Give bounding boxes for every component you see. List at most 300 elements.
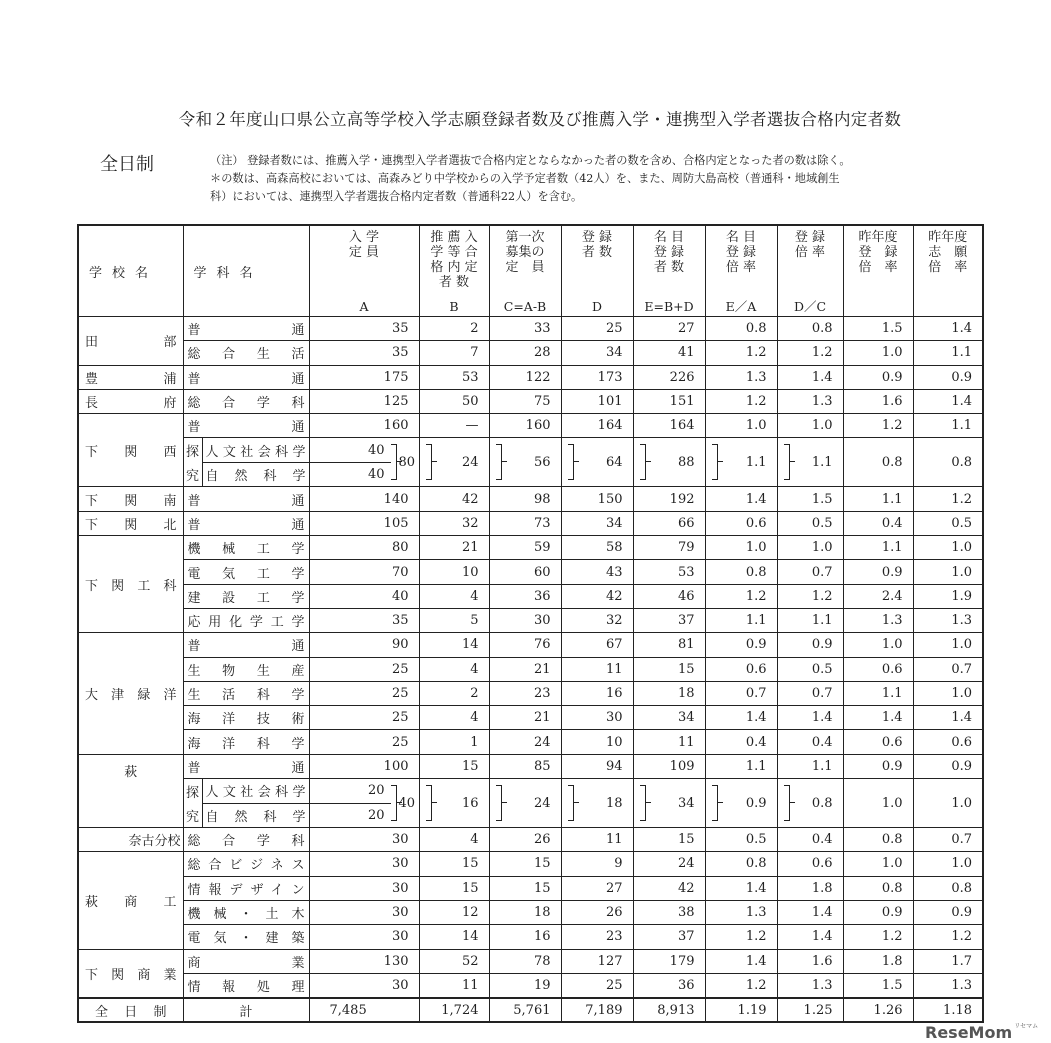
header-text: 昨年度 志 願 倍 率 [928,230,968,275]
bracket-icon [391,785,397,821]
value-cell: 0.8 [843,828,913,852]
department-name: 総合学科 [183,389,309,413]
value-cell: 21 [489,657,561,681]
value-cell: 4 [419,584,489,608]
value-cell: 1.8 [843,949,913,973]
value-cell: 0.6 [777,852,843,876]
value-cell: 1.1 [777,608,843,632]
value-cell [777,779,843,828]
note-line: ＊の数は、高森高校においては、高森みどり中学校からの入学予定者数（42人）を、また、周防大島高校（普通科・地域創生 [210,172,840,185]
value-cell: 25 [309,681,419,705]
bracket-icon [784,444,790,480]
value-cell: 0.8 [913,876,983,900]
value-cell: 1.2 [843,925,913,949]
value-text: 1.1 [811,454,833,470]
value-cell: 0.7 [777,560,843,584]
department-name: 応用化学工学 [183,608,309,632]
value-cell: 52 [419,949,489,973]
bracketed-value [496,785,551,821]
value-cell: 1.1 [913,414,983,438]
value-text: 24 [461,454,479,470]
bracket-icon [640,444,646,480]
value-cell: 1.4 [913,706,983,730]
department-name: 機械工学 [183,536,309,560]
value-cell [633,438,705,487]
bracketed-value [640,444,695,480]
value-cell: 30 [309,876,419,900]
sub-department [203,779,309,804]
department-name: 総合生活 [183,341,309,365]
department-name: 情報処理 [183,973,309,998]
column-header [913,225,983,317]
value-cell: 33 [489,317,561,341]
bracket-icon [496,785,502,821]
value-cell: 1.3 [777,389,843,413]
value-cell: 1.4 [705,487,777,511]
note-line: 科）においては、連携型入学者選抜合格内定者数（普通科22人）を含む。 [210,190,583,203]
value-cell: 0.9 [913,900,983,924]
table-row [78,657,983,681]
value-cell: 67 [561,633,633,657]
value-cell: 2 [419,681,489,705]
header-formula: C=A-B [503,299,547,314]
value-cell: 7 [419,341,489,365]
value-cell: 26 [561,900,633,924]
value-cell: 25 [561,973,633,998]
capacity-subs [310,779,391,827]
department-name: 生活科学 [183,681,309,705]
bracketed-value [784,444,833,480]
value-cell: 21 [489,706,561,730]
value-cell [419,779,489,828]
bracket-icon [568,444,574,480]
tankyu-label [184,779,203,827]
value-cell: 4 [419,657,489,681]
value-cell: 0.9 [913,754,983,778]
value-cell: 32 [561,608,633,632]
value-cell: 1.5 [777,487,843,511]
total-sub-label: 計 [183,998,309,1022]
header-text: 推 薦 入 学 等 合 格 内 定 者 数 [430,230,478,290]
value-cell: 1.3 [843,608,913,632]
column-header [419,225,489,317]
total-value: 8,913 [633,998,705,1022]
bracketed-value [568,785,623,821]
header-row [78,225,983,317]
bracket-icon [784,785,790,821]
value-cell: 1.2 [913,487,983,511]
value-cell: 1.3 [913,973,983,998]
value-cell: 90 [309,633,419,657]
value-cell: 0.8 [913,438,983,487]
column-header: 学科名 [183,225,309,317]
column-header [633,225,705,317]
value-cell: 53 [633,560,705,584]
value-cell: 24 [633,852,705,876]
value-cell [419,438,489,487]
value-cell: 1.2 [843,414,913,438]
department-name: 電気・建築 [183,925,309,949]
value-cell: 10 [419,560,489,584]
value-cell: 0.9 [843,365,913,389]
header-text: 昨年度 登 録 倍 率 [858,230,898,275]
value-cell: 0.6 [705,511,777,535]
capacity-group [309,438,419,487]
value-cell: 16 [489,925,561,949]
value-cell: 0.9 [843,754,913,778]
value-cell: 1.0 [705,536,777,560]
department-name: 建設工学 [183,584,309,608]
value-cell [705,779,777,828]
department-group [183,438,309,487]
value-cell: 60 [489,560,561,584]
value-text: 1.1 [745,454,767,470]
department-name: 商業 [183,949,309,973]
header-text: 第一次 募集の 定 員 [505,230,545,275]
department-name: 総合学科 [183,828,309,852]
table-row [78,973,983,998]
value-cell: 42 [633,876,705,900]
value-cell: 160 [489,414,561,438]
value-cell: 109 [633,754,705,778]
value-cell: 58 [561,536,633,560]
department-name: 情報デザイン [183,876,309,900]
department-name: 普通 [183,414,309,438]
notes [210,152,990,206]
capacity-block [310,779,419,827]
table-row [78,681,983,705]
sub-department-name: 自然科学 [205,809,306,825]
value-cell: 1.0 [705,414,777,438]
sub-department [203,438,309,463]
table-row [78,730,983,754]
value-cell: 0.9 [705,633,777,657]
sub-capacity: 40 [367,467,385,483]
value-cell: 1.8 [777,876,843,900]
table-row [78,365,983,389]
value-cell: 70 [309,560,419,584]
value-cell: 1.7 [913,949,983,973]
bracketed-value [640,785,695,821]
note-line: （注） 登録者数には、推薦入学・連携型入学者選抜で合格内定とならなかった者の数を含め、合格内定となった者の数は除く。 [210,154,851,167]
value-cell: 0.7 [705,681,777,705]
school-name: 下関南 [78,487,183,511]
school-name: 下関商業 [78,949,183,998]
value-text: 18 [605,795,623,811]
value-cell [489,438,561,487]
value-cell: 0.5 [913,511,983,535]
value-cell: 0.6 [843,730,913,754]
value-cell: 38 [633,900,705,924]
value-cell: 1.9 [913,584,983,608]
sub-department-name: 人文社会科学 [205,785,306,801]
value-cell: 1.1 [913,341,983,365]
value-cell: 66 [633,511,705,535]
value-cell: 1.0 [913,633,983,657]
value-cell: 1.6 [777,949,843,973]
value-cell: 30 [309,973,419,998]
bracketed-value [784,785,833,821]
value-cell: 0.8 [843,438,913,487]
value-cell: 0.5 [777,511,843,535]
table-row [78,414,983,438]
value-text: 88 [677,454,695,470]
table-row [78,900,983,924]
table-row [78,511,983,535]
value-cell: 0.4 [705,730,777,754]
sub-departments [203,438,309,486]
value-cell: 1.3 [705,900,777,924]
total-value: 7,189 [561,998,633,1022]
bracket-icon [640,785,646,821]
value-cell: 15 [419,876,489,900]
value-cell: 81 [633,633,705,657]
column-header [561,225,633,317]
value-text: 0.9 [745,795,767,811]
value-cell: 41 [633,341,705,365]
table-row [78,608,983,632]
value-cell: 105 [309,511,419,535]
value-cell: 1.0 [913,560,983,584]
value-cell [489,779,561,828]
value-cell: 1.1 [705,754,777,778]
value-cell: 1.0 [777,414,843,438]
value-cell: 0.4 [777,828,843,852]
value-cell: 78 [489,949,561,973]
value-cell: 1.4 [913,317,983,341]
value-cell: 28 [489,341,561,365]
value-cell: 1.4 [843,706,913,730]
value-cell: 85 [489,754,561,778]
value-cell: 1.0 [843,633,913,657]
value-cell: 1.2 [705,584,777,608]
bracketed-value [426,444,479,480]
value-cell: 94 [561,754,633,778]
capacity-total-value: 80 [398,454,416,470]
sub-department [203,463,309,487]
table-row [78,341,983,365]
value-text: 56 [533,454,551,470]
bracket-icon [712,444,718,480]
value-cell: 18 [633,681,705,705]
value-cell: 27 [633,317,705,341]
value-cell: 1.4 [777,706,843,730]
value-cell: 1.4 [705,949,777,973]
total-value: 1,724 [419,998,489,1022]
results-table [77,224,984,1023]
value-cell: 175 [309,365,419,389]
value-cell: 125 [309,389,419,413]
header-formula: A [359,299,369,314]
value-cell: 1.1 [843,536,913,560]
value-cell: 21 [419,536,489,560]
total-label: 全日制 [78,998,183,1022]
value-cell: 1.0 [843,779,913,828]
total-value: 1.25 [777,998,843,1022]
value-cell: 15 [489,852,561,876]
value-cell: 1.1 [843,487,913,511]
table-row [78,754,983,778]
tankyu-label [184,438,203,486]
value-cell: 0.6 [705,657,777,681]
capacity-total-value: 40 [398,795,416,811]
value-cell: 4 [419,706,489,730]
value-cell: 25 [561,317,633,341]
value-cell: 173 [561,365,633,389]
value-cell: 79 [633,536,705,560]
department-name: 電気工学 [183,560,309,584]
value-cell: 1.6 [843,389,913,413]
value-cell: 164 [633,414,705,438]
bracketed-value [712,785,767,821]
value-cell: 53 [419,365,489,389]
value-cell: 1.0 [913,681,983,705]
value-cell: 1.4 [913,389,983,413]
value-cell: 80 [309,536,419,560]
header-formula: D／C [793,299,827,314]
value-cell: 226 [633,365,705,389]
school-name: 下関工科 [78,536,183,633]
department-name: 生物生産 [183,657,309,681]
value-cell: 50 [419,389,489,413]
tankyu-char: 探 [185,444,199,460]
department-name: 海洋技術 [183,706,309,730]
value-cell: 11 [561,657,633,681]
value-cell: 101 [561,389,633,413]
value-cell: 27 [561,876,633,900]
value-cell: 1.4 [705,706,777,730]
value-cell: 2 [419,317,489,341]
value-cell: 5 [419,608,489,632]
value-cell: 0.4 [843,511,913,535]
capacity-total [391,438,419,486]
sub-capacity: 20 [310,779,391,804]
school-name: 奈古分校 [78,828,183,852]
capacity-group [309,779,419,828]
value-cell: 30 [309,828,419,852]
header-formula: B [449,299,459,314]
header-formula: D [591,299,603,314]
value-cell: 164 [561,414,633,438]
column-header [309,225,419,317]
value-cell: 43 [561,560,633,584]
bracket-icon [496,444,502,480]
capacity-block [310,438,419,486]
value-cell: 0.6 [843,657,913,681]
header-formula: E=B+D [644,299,694,314]
value-cell: 37 [633,608,705,632]
sub-capacity: 20 [367,807,385,823]
value-cell: 192 [633,487,705,511]
value-cell: 1.0 [913,536,983,560]
value-cell: 1.0 [843,852,913,876]
value-cell: 140 [309,487,419,511]
value-cell: 9 [561,852,633,876]
value-cell: 34 [561,341,633,365]
value-cell: 1.3 [913,608,983,632]
value-cell [561,779,633,828]
department-name: 普通 [183,754,309,778]
value-cell: 36 [633,973,705,998]
value-cell: 1.5 [843,317,913,341]
value-cell: 35 [309,317,419,341]
document-title: 令和２年度山口県公立高等学校入学志願登録者数及び推薦入学・連携型入学者選抜合格内定者数 [178,110,902,129]
value-cell: 75 [489,389,561,413]
value-cell: 35 [309,608,419,632]
value-cell: 59 [489,536,561,560]
tankyu-char: 探 [185,785,199,801]
value-cell: 24 [489,730,561,754]
value-cell: 130 [309,949,419,973]
department-name: 機械・土木 [183,900,309,924]
value-cell: 1.2 [705,925,777,949]
value-cell: 1.5 [843,973,913,998]
value-cell: 30 [489,608,561,632]
value-cell: 42 [561,584,633,608]
value-cell: 150 [561,487,633,511]
header-text: 入 学 定 員 [348,230,380,260]
table-row [78,560,983,584]
value-cell: 11 [633,730,705,754]
table-row [78,487,983,511]
value-cell: 2.4 [843,584,913,608]
value-cell: 179 [633,949,705,973]
value-cell: 1.3 [705,365,777,389]
value-cell: 30 [309,925,419,949]
value-cell: 25 [309,706,419,730]
bracketed-value [712,444,767,480]
value-cell: 0.5 [777,657,843,681]
value-cell: 30 [309,852,419,876]
value-cell: 0.8 [705,852,777,876]
value-cell: 1.2 [913,925,983,949]
value-cell: 0.7 [777,681,843,705]
logo-text: ReseMom [925,1023,1013,1042]
bracketed-value [426,785,479,821]
value-cell: 1.0 [913,779,983,828]
total-value: 7,485 [309,998,419,1022]
value-cell [561,438,633,487]
value-cell: 1.0 [913,852,983,876]
value-cell: 73 [489,511,561,535]
value-cell: — [419,414,489,438]
section-label: 全日制 [100,154,154,175]
value-cell: 25 [309,730,419,754]
value-cell: 18 [489,900,561,924]
value-cell: 1.2 [777,341,843,365]
value-cell: 0.7 [913,657,983,681]
value-cell: 42 [419,487,489,511]
department-name: 普通 [183,317,309,341]
department-name: 普通 [183,633,309,657]
value-cell: 14 [419,925,489,949]
value-cell: 1.4 [777,925,843,949]
total-value: 1.26 [843,998,913,1022]
capacity-subs [310,438,391,486]
value-cell: 40 [309,584,419,608]
table-row [78,389,983,413]
department-name: 普通 [183,511,309,535]
value-cell: 0.4 [777,730,843,754]
value-cell: 11 [561,828,633,852]
value-cell: 1.0 [777,536,843,560]
value-text: 64 [605,454,623,470]
table-row [78,536,983,560]
tankyu-block [184,779,309,827]
column-header [843,225,913,317]
value-text: 24 [533,795,551,811]
total-value: 1.18 [913,998,983,1022]
